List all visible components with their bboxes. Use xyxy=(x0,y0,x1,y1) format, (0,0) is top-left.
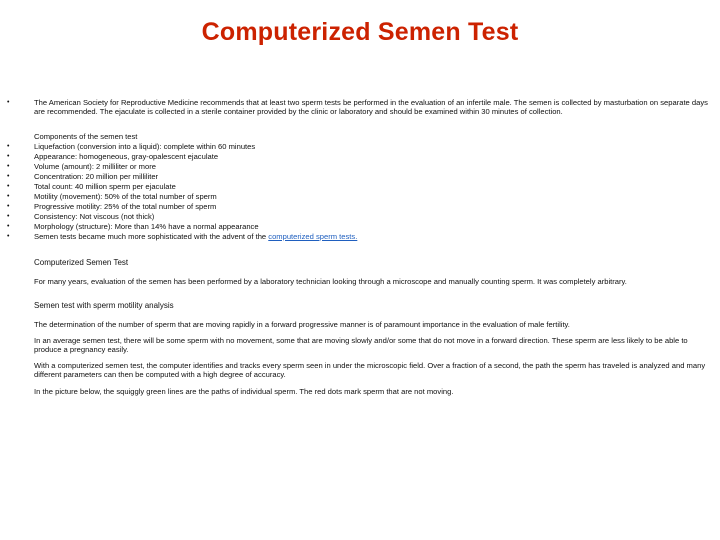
computerized-section-heading: Computerized Semen Test xyxy=(34,258,129,267)
list-item-text: Volume (amount): 2 milliliter or more xyxy=(34,162,156,171)
page-title: Computerized Semen Test xyxy=(201,18,519,46)
list-item-text: Total count: 40 million sperm per ejaculate xyxy=(34,182,176,191)
list-item xyxy=(0,192,720,202)
list-item-prefix: Semen tests became much more sophisticated with the advent of the xyxy=(34,232,269,241)
list-item-text: Consistency: Not viscous (not thick) xyxy=(34,212,155,221)
motility-paragraph-4: In the picture below, the squiggly green lines are the paths of individual sperm. The red dots mark sperm that are not moving. xyxy=(34,387,454,396)
bullet-marker: • xyxy=(7,173,10,180)
components-list xyxy=(0,142,720,242)
bullet-marker: • xyxy=(7,233,10,240)
bullet-marker: • xyxy=(7,193,10,200)
list-item-text: Motility (movement): 50% of the total number of sperm xyxy=(34,192,217,201)
list-item xyxy=(0,162,720,172)
list-item xyxy=(0,182,720,192)
motility-paragraph-1: The determination of the number of sperm that are moving rapidly in a forward progressive manner is of paramount importance in the evaluation of male fertility. xyxy=(34,320,570,329)
list-item-text: Appearance: homogeneous, gray-opalescent ejaculate xyxy=(34,152,219,161)
bullet-marker: • xyxy=(7,99,10,106)
list-item xyxy=(0,142,720,152)
list-item xyxy=(0,202,720,212)
list-item-text: Concentration: 20 million per milliliter xyxy=(34,172,159,181)
motility-paragraph-2: In an average semen test, there will be some sperm with no movement, some that are moving slowly and/or some that do not move in a forward direction. These sperm are less likely to be able to produce a pregnancy easily. xyxy=(34,336,688,355)
bullet-marker: • xyxy=(7,183,10,190)
list-item xyxy=(0,232,720,242)
bullet-marker: • xyxy=(7,203,10,210)
motility-section-heading: Semen test with sperm motility analysis xyxy=(34,301,174,310)
list-item-text: Progressive motility: 25% of the total number of sperm xyxy=(34,202,217,211)
list-item xyxy=(0,222,720,232)
computerized-sperm-tests-link[interactable]: computerized sperm tests. xyxy=(268,232,358,241)
list-item-text: Liquefaction (conversion into a liquid): complete within 60 minutes xyxy=(34,142,256,151)
bullet-marker: • xyxy=(7,143,10,150)
list-item-text xyxy=(34,232,714,241)
motility-paragraph-3: With a computerized semen test, the computer identifies and tracks every sperm seen in under the microscopic field. Over a fraction of a second, the path the sperm has traveled is analyzed and many different parameters can then be computed with a high degree of accuracy. xyxy=(34,361,706,380)
bullet-marker: • xyxy=(7,163,10,170)
bullet-marker: • xyxy=(7,223,10,230)
bullet-marker: • xyxy=(7,153,10,160)
components-heading: Components of the semen test xyxy=(34,132,138,141)
list-item xyxy=(0,152,720,162)
bullet-marker: • xyxy=(7,213,10,220)
list-item xyxy=(0,172,720,182)
computerized-paragraph: For many years, evaluation of the semen has been performed by a laboratory technician looking through a microscope and manually counting sperm. It was completely arbitrary. xyxy=(34,277,627,286)
list-item-text: Morphology (structure): More than 14% have a normal appearance xyxy=(34,222,259,231)
intro-text: The American Society for Reproductive Medicine recommends that at least two sperm tests be performed in the evaluation of an infertile male. The semen is collected by masturbation on separate days are recommended. The ejaculate is collected in a sterile container provided by the clinic or laboratory and should be examined within 30 minutes of collection. xyxy=(34,98,708,117)
list-item xyxy=(0,212,720,222)
